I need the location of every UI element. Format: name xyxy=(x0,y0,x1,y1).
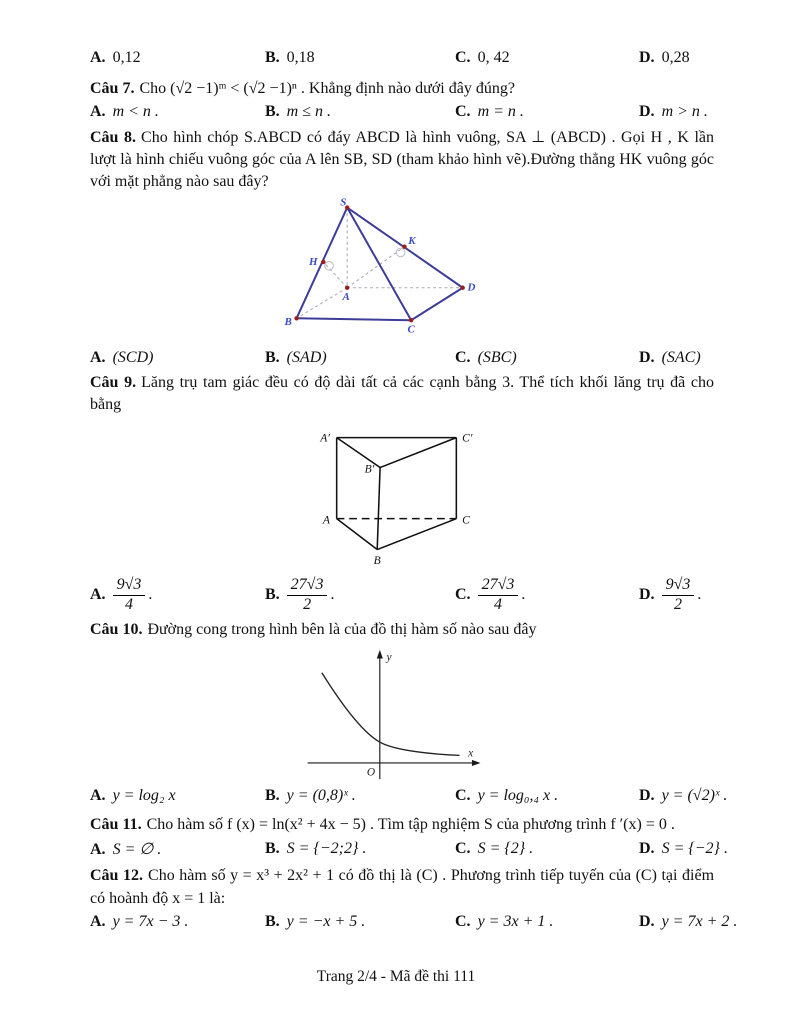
question-7 xyxy=(90,78,714,100)
graph-label-x: x xyxy=(468,747,474,760)
graph-figure xyxy=(300,646,490,784)
option-letter: B. xyxy=(265,49,280,66)
answer-row-q11 xyxy=(90,839,728,859)
graph-label-O: O xyxy=(366,766,376,779)
option-b: B. m ≤ n . xyxy=(265,103,332,121)
pyramid-figure xyxy=(283,198,503,346)
prism-label-A-prime: A′ xyxy=(320,431,330,445)
option-value: 0,18 xyxy=(286,49,315,66)
option-c: C. S = {2} . xyxy=(455,840,534,858)
option-d: D. S = {−2} . xyxy=(639,840,728,858)
pyramid-label-K: K xyxy=(408,235,416,248)
option-value: 0,12 xyxy=(112,49,141,66)
option-a: A. y = log₂ x xyxy=(90,787,176,805)
option-c: C. m = n . xyxy=(455,103,524,121)
option-b: B. S = {−2;2} . xyxy=(265,840,367,858)
question-label: Câu 7. xyxy=(90,80,135,97)
fraction: $\frac{9√3}{2}$ xyxy=(662,576,695,614)
question-text: Cho hàm số y = x³ + 2x² + 1 có đồ thị là (C) . Phương trình tiếp tuyến của (C) tại điểm có hoành độ x = 1 là: xyxy=(90,867,715,907)
option-d: D. y = (√2)ˣ . xyxy=(639,787,728,805)
question-label: Câu 8. xyxy=(90,129,137,147)
prism-label-C-prime: C′ xyxy=(462,431,473,445)
option-b xyxy=(265,49,455,67)
question-9 xyxy=(90,372,714,416)
pyramid-label-C: C xyxy=(407,323,415,336)
question-text: Cho hình chóp S.ABCD có đáy ABCD là hình vuông, SA ⊥ (ABCD) . Gọi H , K lần lượt là hình chiếu vuông góc của A lên SB, SD (tham khảo hình vẽ).Đường thẳng HK vuông góc với mặt phẳng nào sau đây? xyxy=(90,129,715,191)
option-a: A. S = ∅ . xyxy=(90,841,162,859)
option-b: B. $\frac{27√3}{2}$ . xyxy=(265,576,335,614)
question-10 xyxy=(90,619,714,641)
option-a xyxy=(90,49,265,67)
answer-row-q8 xyxy=(90,349,714,367)
question-label: Câu 12. xyxy=(90,867,144,885)
option-c: C. y = log₀,₄ x . xyxy=(455,787,559,805)
option-letter: D. xyxy=(639,49,655,66)
pyramid-label-D: D xyxy=(467,281,476,294)
question-11 xyxy=(90,814,714,836)
question-12 xyxy=(90,865,714,909)
fraction: $\frac{27√3}{4}$ xyxy=(478,576,519,614)
question-text: Đường cong trong hình bên là của đồ thị hàm số nào sau đây xyxy=(147,621,537,639)
option-d: D. y = 7x + 2 . xyxy=(639,912,738,930)
option-d: D. m > n . xyxy=(639,103,708,121)
pyramid-label-H: H xyxy=(309,256,318,269)
option-letter: C. xyxy=(455,49,471,66)
option-value: 0,28 xyxy=(661,49,690,66)
fraction: $\frac{9√3}{4}$ xyxy=(113,576,146,614)
option-a: A. $\frac{9√3}{4}$ . xyxy=(90,576,153,614)
question-label: Câu 9. xyxy=(90,374,137,392)
option-b: B. (SAD) xyxy=(265,349,327,367)
question-text: Cho (√2 −1)ᵐ < (√2 −1)ⁿ . Khẳng định nào dưới đây đúng? xyxy=(139,80,515,97)
option-a: A. m < n . xyxy=(90,103,159,121)
graph-label-y: y xyxy=(386,651,392,664)
option-a: A. (SCD) xyxy=(90,349,154,367)
option-c: C. (SBC) xyxy=(455,349,517,367)
answer-row-q7 xyxy=(90,103,714,121)
option-b: B. y = −x + 5 . xyxy=(265,912,366,930)
answer-row-q6 xyxy=(90,49,714,67)
y-axis-arrow xyxy=(377,650,383,659)
fraction: $\frac{27√3}{2}$ xyxy=(287,576,328,614)
answer-row-q10 xyxy=(90,787,728,805)
option-c xyxy=(455,49,639,67)
pyramid-label-S: S xyxy=(340,198,347,209)
answer-row-q12 xyxy=(90,912,738,931)
question-label: Câu 10. xyxy=(90,621,143,639)
prism-label-B: B xyxy=(373,554,381,568)
option-b: B. y = (0,8)ˣ . xyxy=(265,787,356,805)
prism-figure xyxy=(300,423,493,568)
option-d: D. $\frac{9√3}{2}$ . xyxy=(639,576,702,614)
option-a: A. y = 7x − 3 . xyxy=(90,912,189,930)
option-c: C. $\frac{27√3}{4}$ . xyxy=(455,576,526,614)
question-text: Cho hàm số f (x) = ln(x² + 4x − 5) . Tìm tập nghiệm S của phương trình f ′(x) = 0 . xyxy=(146,816,675,834)
pyramid-label-B: B xyxy=(284,316,292,329)
prism-label-A: A xyxy=(322,513,330,527)
prism-label-B-prime: B′ xyxy=(364,462,375,476)
question-text: Lăng trụ tam giác đều có độ dài tất cả các cạnh bằng 3. Thể tích khối lăng trụ đã cho bằng xyxy=(90,374,715,414)
page-footer: Trang 2/4 - Mã đề thi 111 xyxy=(316,968,476,985)
prism-solid-edges xyxy=(337,438,457,550)
option-c: C. y = 3x + 1 . xyxy=(455,912,554,930)
question-label: Câu 11. xyxy=(90,816,142,834)
question-8 xyxy=(90,127,714,193)
option-letter: A. xyxy=(90,49,106,66)
answer-row-q9 xyxy=(90,576,714,614)
right-angle-marks xyxy=(325,248,405,270)
pyramid-label-A: A xyxy=(342,291,350,304)
option-value: 0, 42 xyxy=(477,49,510,66)
option-d: D. (SAC) xyxy=(639,349,701,367)
option-d xyxy=(639,49,714,67)
prism-label-C: C xyxy=(462,513,470,527)
axes xyxy=(308,656,475,780)
exponential-curve xyxy=(322,673,460,756)
x-axis-arrow xyxy=(472,760,481,766)
